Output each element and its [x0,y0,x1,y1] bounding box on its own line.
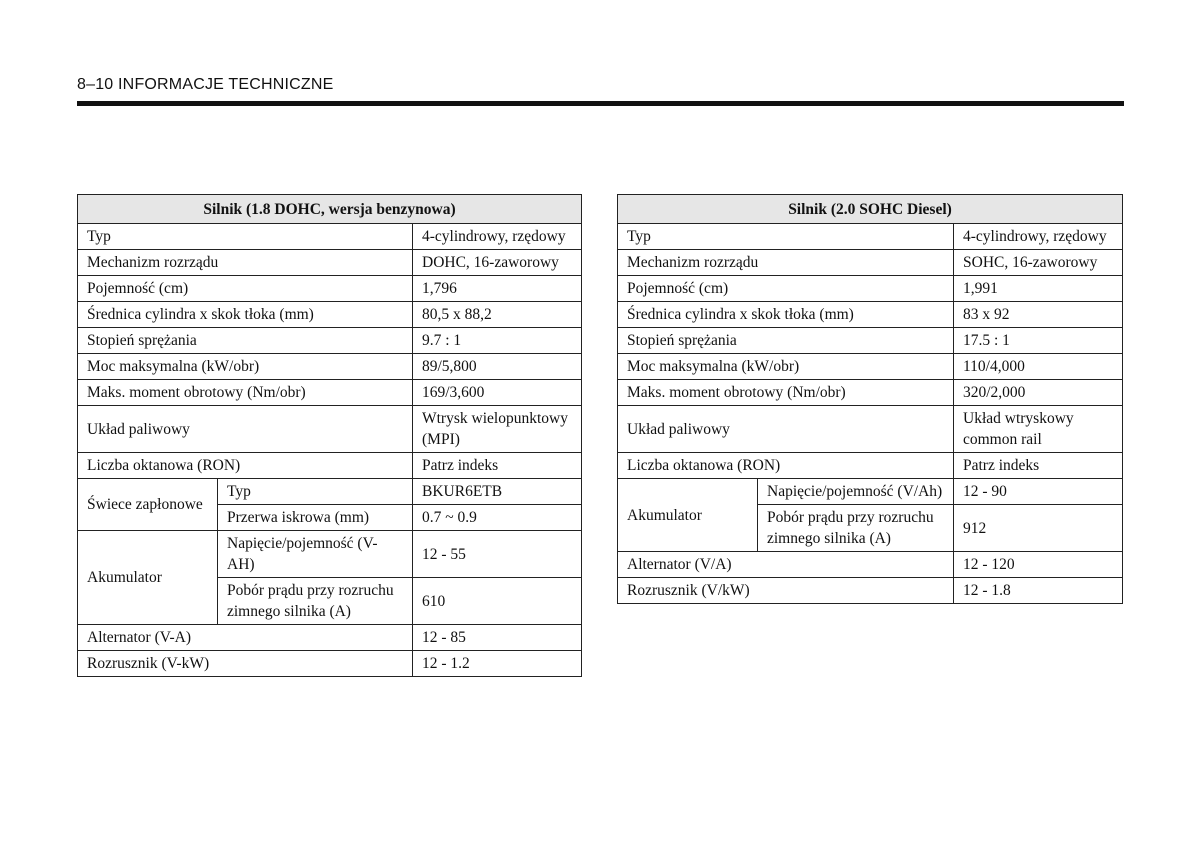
row-value: 110/4,000 [954,354,1123,380]
table-row [618,406,1123,453]
row-label: Liczba oktanowa (RON) [78,453,413,479]
table-row [78,276,582,302]
row-value: 912 [954,505,1123,552]
row-value-line: (MPI) [422,431,460,448]
table-row [618,250,1123,276]
sub-label-line: zimnego silnika (A) [767,530,891,547]
sub-label: Przerwa iskrowa (mm) [218,505,413,531]
row-label: Alternator (V-A) [78,625,413,651]
row-label: Maks. moment obrotowy (Nm/obr) [78,380,413,406]
diesel-engine-spec-table [617,194,1123,604]
row-label: Typ [618,224,954,250]
row-value: 610 [413,578,582,625]
row-label: Alternator (V/A) [618,552,954,578]
row-value: 4-cylindrowy, rzędowy [413,224,582,250]
row-label: Średnica cylindra x skok tłoka (mm) [618,302,954,328]
table-row [618,479,1123,505]
table-row [618,578,1123,604]
table-row [618,224,1123,250]
row-value: 0.7 ~ 0.9 [413,505,582,531]
row-value: Patrz indeks [954,453,1123,479]
row-value: BKUR6ETB [413,479,582,505]
row-label: Stopień sprężania [618,328,954,354]
table-row [618,328,1123,354]
sub-label [758,505,954,552]
row-label: Średnica cylindra x skok tłoka (mm) [78,302,413,328]
row-value: 1,991 [954,276,1123,302]
row-value-line: common rail [963,431,1042,448]
table-row [618,552,1123,578]
table-row [78,479,582,505]
row-value: 320/2,000 [954,380,1123,406]
row-label: Moc maksymalna (kW/obr) [618,354,954,380]
table-row [78,625,582,651]
row-value: 12 - 85 [413,625,582,651]
sub-label: Napięcie/pojemność (V/Ah) [758,479,954,505]
table-row [78,406,582,453]
sub-label-line: Pobór prądu przy rozruchu [767,509,934,526]
header-rule [77,101,1124,106]
row-label: Pojemność (cm) [618,276,954,302]
sub-label: Typ [218,479,413,505]
row-value: 12 - 1.2 [413,651,582,677]
table-row [78,328,582,354]
row-value: 12 - 1.8 [954,578,1123,604]
sub-label: Napięcie/pojemność (V-AH) [218,531,413,578]
sub-label-line: Pobór prądu przy rozruchu [227,582,394,599]
row-value: 89/5,800 [413,354,582,380]
group-label-battery: Akumulator [78,531,218,625]
table-row [618,354,1123,380]
petrol-engine-spec-table [77,194,582,677]
table-row [78,354,582,380]
group-label-spark-plugs: Świece zapłonowe [78,479,218,531]
sub-label-line: zimnego silnika (A) [227,603,351,620]
row-value: 12 - 55 [413,531,582,578]
row-value: SOHC, 16-zaworowy [954,250,1123,276]
table-row [78,651,582,677]
row-value: 1,796 [413,276,582,302]
table-row [78,453,582,479]
table-row [618,302,1123,328]
row-label: Rozrusznik (V-kW) [78,651,413,677]
table-row [78,302,582,328]
row-value: 169/3,600 [413,380,582,406]
row-label: Maks. moment obrotowy (Nm/obr) [618,380,954,406]
row-value: 80,5 x 88,2 [413,302,582,328]
row-value: 17.5 : 1 [954,328,1123,354]
table-row [78,224,582,250]
row-label: Liczba oktanowa (RON) [618,453,954,479]
row-value [954,406,1123,453]
sub-label [218,578,413,625]
row-label: Pojemność (cm) [78,276,413,302]
table-row [618,380,1123,406]
row-label: Stopień sprężania [78,328,413,354]
row-value: 12 - 90 [954,479,1123,505]
row-value: 83 x 92 [954,302,1123,328]
row-value [413,406,582,453]
row-label: Mechanizm rozrządu [78,250,413,276]
row-value: Patrz indeks [413,453,582,479]
row-label: Rozrusznik (V/kW) [618,578,954,604]
table-row [78,380,582,406]
table-row [618,453,1123,479]
table-title: Silnik (1.8 DOHC, wersja benzynowa) [78,195,582,224]
table-row [618,276,1123,302]
row-label: Mechanizm rozrządu [618,250,954,276]
row-label: Typ [78,224,413,250]
row-value-line: Układ wtryskowy [963,410,1074,427]
row-value: 9.7 : 1 [413,328,582,354]
table-row [78,250,582,276]
table-title: Silnik (2.0 SOHC Diesel) [618,195,1123,224]
row-value-line: Wtrysk wielopunktowy [422,410,568,427]
row-value: DOHC, 16-zaworowy [413,250,582,276]
row-label: Układ paliwowy [618,406,954,453]
group-label-battery: Akumulator [618,479,758,552]
page-header: 8–10 INFORMACJE TECHNICZNE [77,76,334,93]
table-row [78,531,582,578]
row-value: 12 - 120 [954,552,1123,578]
row-label: Układ paliwowy [78,406,413,453]
row-label: Moc maksymalna (kW/obr) [78,354,413,380]
row-value: 4-cylindrowy, rzędowy [954,224,1123,250]
